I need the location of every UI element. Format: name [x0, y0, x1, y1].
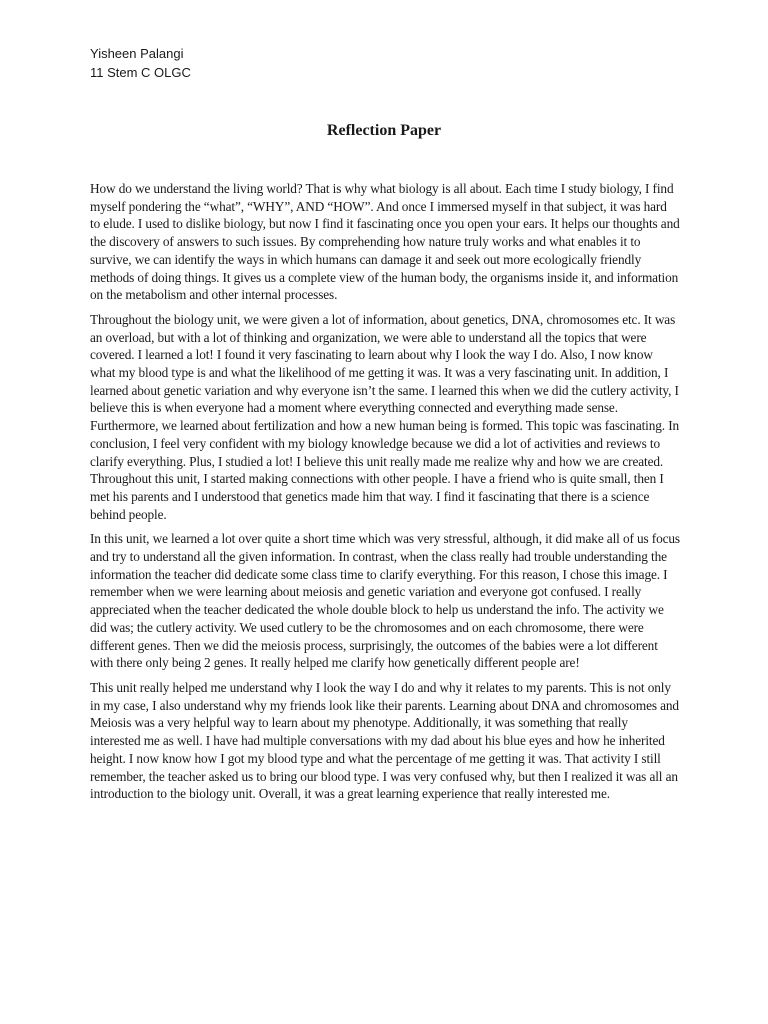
paragraph-3: In this unit, we learned a lot over quite a short time which was very stressful, although, it did make all of us focus and try to understand all the given information. In contrast, when the class really had trouble understanding the information the teacher did dedicate some class time to clarify everything. For this reason, I chose this image. I remember when we were learning about meiosis and genetic variation and everyone got confused. I really appreciated when the teacher dedicated the whole double block to help us understand the info. The activity we did was; the cutlery activity. We used cutlery to be the chromosomes and on each chromosome, there were different genes. Then we did the meiosis process, surprisingly, the outcomes of the babies were a lot different with there only being 2 genes. It really helped me clarify how genetically different people are!: [90, 531, 680, 671]
document-title: Reflection Paper: [326, 122, 442, 139]
author-name: Yisheen Palangi: [90, 46, 184, 61]
document-body: [90, 180, 680, 810]
author-block: [90, 44, 191, 82]
paragraph-4: This unit really helped me understand why I look the way I do and why it relates to my parents. This is not only in my case, I also understand why my friends look like their parents. Learning about DNA and chromosomes and Meiosis was a very helpful way to learn about my phenotype. Additionally, it was something that really interested me as well. I have had multiple conversations with my dad about his blue eyes and how he inherited height. I now know how I got my blood type and what the percentage of me getting it was. That activity I still remember, the teacher asked us to bring our blood type. I was very confused why, but then I realized it was all an introduction to the biology unit. Overall, it was a great learning experience that really interested me.: [90, 679, 679, 802]
paragraph-2: Throughout the biology unit, we were given a lot of information, about genetics, DNA, chromosomes etc. It was an overload, but with a lot of thinking and organization, we were able to understand all the topics that were covered. I learned a lot! I found it very fascinating to learn about why I look the way I do. Also, I now know what my blood type is and what the likelihood of me getting it was. It was a very fascinating unit. In addition, I learned about genetic variation and why everyone isn’t the same. I learned this when we did the cutlery activity, I believe this is when everyone had a moment where everything connected and everything made sense. Furthermore, we learned about fertilization and how a new human being is formed. This topic was fascinating. In conclusion, I feel very confident with my biology knowledge because we did a lot of activities and reviews to clarify everything. Plus, I studied a lot! I believe this unit really made me realize why and how we are created. Throughout this unit, I started making connections with other people. I have a friend who is quite small, then I met his parents and I understood that genetics made him that way. I find it fascinating that there is a science behind people.: [90, 311, 680, 522]
paragraph-1: How do we understand the living world? That is why what biology is all about. Each time I study biology, I find myself pondering the “what”, “WHY”, AND “HOW”. And once I immersed myself in that subject, it was hard to elude. I used to dislike biology, but now I find it fascinating once you open your ears. It helps our thoughts and the discovery of answers to such issues. By comprehending how nature truly works and what enables it to survive, we can identify the ways in which humans can damage it and seek out more ecologically friendly methods of doing things. It gives us a complete view of the human body, the organisms inside it, and information on the metabolism and other internal processes.: [90, 181, 680, 303]
class-section: 11 Stem C OLGC: [90, 65, 191, 80]
